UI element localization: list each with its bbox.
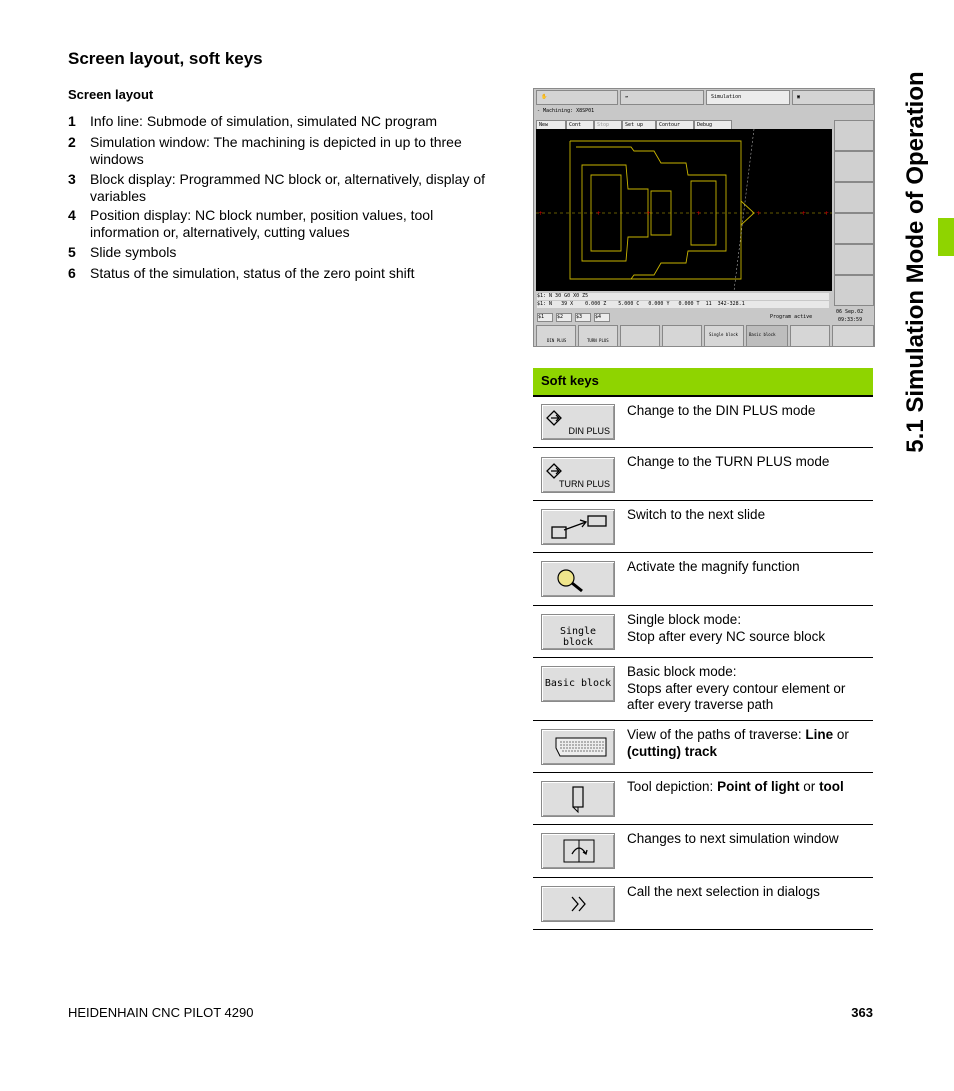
softkey-description: Changes to next simulation window xyxy=(627,831,839,846)
list-text: Simulation window: The machining is depicted in up to three windows xyxy=(90,134,462,167)
side-softkey xyxy=(834,182,874,213)
next-window-softkey xyxy=(541,833,615,869)
magnify-icon xyxy=(542,562,614,596)
slide-switch-softkey xyxy=(541,509,615,545)
sim-time: 09:33:59 xyxy=(838,317,863,323)
softkey-row xyxy=(533,773,873,825)
menu-debug: Debug xyxy=(694,120,732,130)
next-window-icon xyxy=(542,834,614,868)
svg-text:+: + xyxy=(596,210,602,217)
sim-softkey-traverse xyxy=(790,325,830,347)
svg-text:+: + xyxy=(696,210,702,217)
softkey-row xyxy=(533,448,873,501)
softkey-row xyxy=(533,721,873,773)
sim-softkey-slide xyxy=(620,325,660,347)
simulation-window xyxy=(536,129,832,291)
slide-3: $3 xyxy=(575,313,591,322)
list-number: 2 xyxy=(68,134,76,150)
svg-text:+: + xyxy=(646,210,652,217)
din-plus-softkey: DIN PLUS xyxy=(541,404,615,440)
list-text: Info line: Submode of simulation, simulated NC program xyxy=(90,113,438,129)
softkey-description: Call the next selection in dialogs xyxy=(627,884,820,899)
basic-block-softkey: Basic block xyxy=(541,666,615,702)
tab-mode-1 xyxy=(536,90,618,105)
softkey-description: Tool depiction: Point of light or tool xyxy=(627,779,844,794)
section-title: Screen layout, soft keys xyxy=(68,49,263,68)
svg-text:+: + xyxy=(756,210,762,217)
sim-status: Program active xyxy=(770,314,813,320)
slide-switch-icon xyxy=(542,510,614,544)
turn-plus-softkey: TURN PLUS xyxy=(541,457,615,493)
list-item xyxy=(68,171,503,204)
sim-softkey-single: Single block xyxy=(704,325,744,347)
softkey-row xyxy=(533,825,873,878)
page-number: 363 xyxy=(851,1005,873,1020)
softkeys-table-header xyxy=(533,368,873,395)
softkey-description: Change to the DIN PLUS mode xyxy=(627,403,816,418)
list-item xyxy=(68,207,503,240)
svg-text:+: + xyxy=(824,210,830,217)
softkey-row xyxy=(533,658,873,721)
chapter-title: 5.1 Simulation Mode of Operation xyxy=(902,71,929,453)
menu-cont: Cont xyxy=(566,120,594,130)
menu-contour: Contour xyxy=(656,120,694,130)
chapter-marker xyxy=(938,218,954,256)
sub-heading: Screen layout xyxy=(68,87,154,102)
traverse-path-softkey xyxy=(541,729,615,765)
sim-softkey-turn: TURN PLUS xyxy=(578,325,618,347)
softkeys-title: Soft keys xyxy=(541,373,599,388)
softkey-description: Activate the magnify function xyxy=(627,559,800,574)
tool-depiction-softkey xyxy=(541,781,615,817)
list-number: 3 xyxy=(68,171,76,187)
list-item xyxy=(68,265,503,282)
side-softkey xyxy=(834,244,874,275)
hand-icon: ✋ xyxy=(541,94,548,100)
softkey-description: Single block mode: Stop after every NC source block xyxy=(627,612,826,644)
list-number: 1 xyxy=(68,113,76,129)
softkey-row xyxy=(533,553,873,606)
slide-4: $4 xyxy=(594,313,610,322)
magnify-softkey xyxy=(541,561,615,597)
list-item xyxy=(68,113,503,130)
side-softkey xyxy=(834,151,874,182)
list-number: 6 xyxy=(68,265,76,281)
list-item xyxy=(68,134,503,167)
sim-softkey-basic: Basic block xyxy=(746,325,788,347)
tab-simulation-label: Simulation xyxy=(711,94,742,100)
next-selection-softkey xyxy=(541,886,615,922)
single-block-softkey: Single block xyxy=(541,614,615,650)
list-text: Status of the simulation, status of the zero point shift xyxy=(90,265,415,281)
softkey-row xyxy=(533,878,873,930)
menu-setup: Set up xyxy=(622,120,656,130)
softkey-row xyxy=(533,501,873,553)
simulation-screenshot xyxy=(533,88,875,347)
softkey-description: Switch to the next slide xyxy=(627,507,766,522)
menu-new: New xyxy=(536,120,566,130)
tab-mode-4 xyxy=(792,90,874,105)
info-line: - Machining: X8SP01 xyxy=(537,108,595,114)
sim-softkey-tool xyxy=(832,325,874,347)
sim-softkey-din: DIN PLUS xyxy=(536,325,576,347)
softkey-description: Change to the TURN PLUS mode xyxy=(627,454,830,469)
sim-softkey-magnify xyxy=(662,325,702,347)
menu-stop: Stop xyxy=(594,120,622,130)
list-text: Position display: NC block number, position values, tool information or, alternatively, cutting values xyxy=(90,207,434,240)
next-selection-icon xyxy=(542,887,614,921)
tab-mode-2 xyxy=(620,90,704,105)
list-text: Block display: Programmed NC block or, alternatively, display of variables xyxy=(90,171,486,204)
slide-2: $2 xyxy=(556,313,572,322)
svg-text:+: + xyxy=(538,210,544,217)
list-number: 4 xyxy=(68,207,76,223)
sim-date: 06 Sep.02 xyxy=(836,309,864,315)
list-number: 5 xyxy=(68,244,76,260)
traverse-path-icon xyxy=(542,730,614,764)
side-softkey xyxy=(834,120,874,151)
side-softkey xyxy=(834,275,874,306)
softkey-row xyxy=(533,606,873,658)
softkey-description: View of the paths of traverse: Line or (cutting) track xyxy=(627,727,849,759)
svg-text:+: + xyxy=(801,210,807,217)
softkey-row xyxy=(533,397,873,448)
save-icon: ▣ xyxy=(797,94,801,100)
tool-depiction-icon xyxy=(542,782,614,816)
arrow-icon: ⇛ xyxy=(625,94,629,100)
side-softkey xyxy=(834,213,874,244)
tab-simulation xyxy=(706,90,790,105)
list-text: Slide symbols xyxy=(90,244,177,260)
block-display: $1: N 30 G0 X0 Z5 xyxy=(537,293,829,300)
footer-product: HEIDENHAIN CNC PILOT 4290 xyxy=(68,1005,254,1020)
chapter-side-tab xyxy=(896,52,936,472)
position-display: $1: N 39 X 0.000 Z 5.000 C 0.000 Y 0.000 T 11 342-328.1 xyxy=(537,301,829,308)
list-item xyxy=(68,244,503,261)
slide-1: $1 xyxy=(537,313,553,322)
softkey-description: Basic block mode: Stops after every contour element or after every traverse path xyxy=(627,664,846,712)
